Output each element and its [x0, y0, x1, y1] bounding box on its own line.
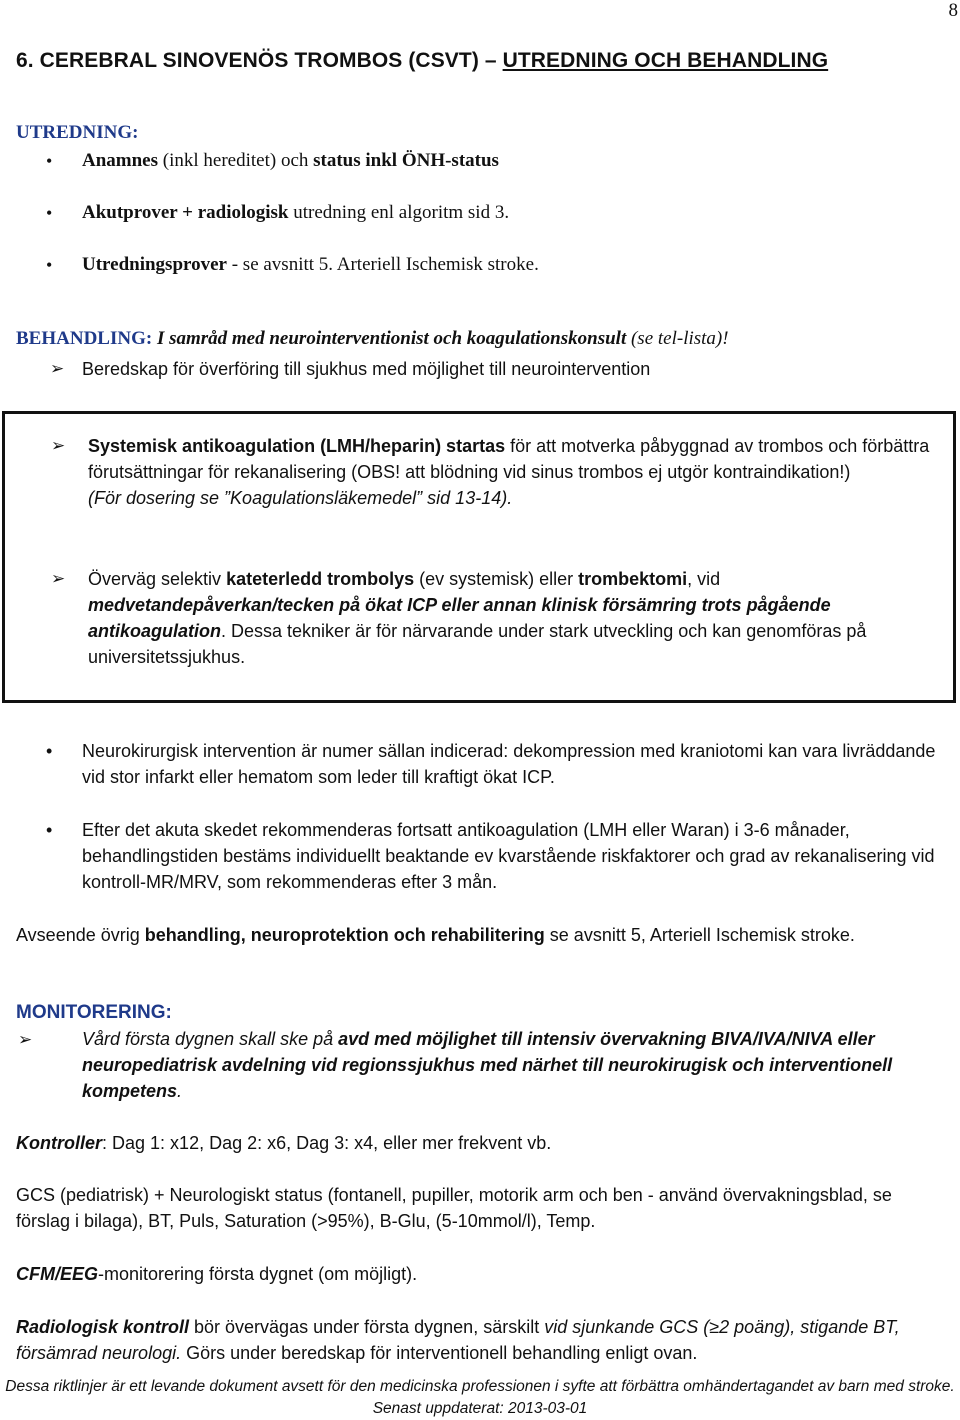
monitorering-heading: MONITORERING:: [16, 1002, 172, 1023]
behandling-heading: BEHANDLING:: [16, 328, 153, 349]
arrow-icon: ➢: [51, 569, 66, 588]
title-dash: –: [478, 49, 503, 72]
title-text: CEREBRAL SINOVENÖS TROMBOS (CSVT): [39, 49, 479, 72]
page-number: 8: [948, 0, 958, 21]
utredning-list: [16, 148, 916, 304]
arrow-icon: ➢: [51, 436, 66, 455]
footer-disclaimer: Dessa riktlinjer är ett levande dokument avsett för den medicinska professionen i syfte att förbättra omhändertagandet av barn med stroke. Senast uppdaterat: 2013-03-01: [5, 1378, 955, 1417]
treatment-box: [2, 411, 956, 703]
beredskap-text: Beredskap för överföring till sjukhus med möjlighet till neurointervention: [82, 359, 651, 379]
radiologisk-paragraph: Radiologisk kontroll bör övervägas under första dygnen, särskilt vid sjunkande GCS (≥2 poäng), stigande BT, försämrad neurologi. Görs under beredskap för interventionell behandling enligt ovan.: [16, 1317, 900, 1363]
arrow-icon: ➢: [18, 1030, 33, 1049]
bullet-antikoagulation: • Efter det akuta skedet rekommenderas fortsatt antikoagulation (LMH eller Waran) i 3-6 månader, behandlingstiden bestäms individuellt beaktande ev kvarstående riskfaktorer och grad av rekanalisering vid kontroll-MR/MRV, som rekommenderas efter 3 mån.: [16, 817, 946, 895]
list-item: • Utredningsprover - se avsnitt 5. Arteriell Ischemisk stroke.: [16, 252, 916, 304]
bullet-icon: •: [46, 741, 53, 761]
bullet-icon: •: [46, 820, 53, 840]
monitorering-text: Vård första dygnen skall ske på avd med möjlighet till intensiv övervakning BIVA/IVA/NIVA eller neuropediatrisk avdelning vid regionssjukhus med närhet till neurokirugisk och interventionell kompetens.: [82, 1029, 893, 1101]
bullet-icon: •: [46, 203, 53, 223]
title-number: 6.: [16, 49, 34, 72]
page-title: [16, 48, 828, 74]
title-underlined: UTREDNING OCH BEHANDLING: [502, 49, 829, 72]
list-item: • Akutprover + radiologisk utredning enl algoritm sid 3.: [16, 200, 916, 252]
avseende-paragraph: Avseende övrig behandling, neuroprotektion och rehabilitering se avsnitt 5, Arteriell Ischemisk stroke.: [16, 925, 855, 945]
kontroller-line: Kontroller: Dag 1: x12, Dag 2: x6, Dag 3: x4, eller mer frekvent vb.: [16, 1133, 552, 1153]
bullet-icon: •: [46, 151, 53, 171]
bullet-neurokirurgi: • Neurokirurgisk intervention är numer sällan indicerad: dekompression med kraniotomi kan vara livräddande vid stor infarkt eller hematom som leder till kraftigt ökat ICP.: [16, 738, 946, 790]
box-paragraph-1: Systemisk antikoagulation (LMH/heparin) startas för att motverka påbyggnad av trombos och förbättra förutsättningar för rekanalisering (OBS! att blödning vid sinus trombos ej utgör kontraindikation!) (För dosering se ”Koagulationsläkemedel” sid 13-14).: [88, 436, 930, 508]
utredning-heading: UTREDNING:: [16, 122, 139, 143]
arrow-icon: ➢: [50, 359, 65, 378]
cfm-line: CFM/EEG-monitorering första dygnet (om möjligt).: [16, 1264, 418, 1284]
gcs-paragraph: GCS (pediatrisk) + Neurologiskt status (fontanell, pupiller, motorik arm och ben - använd övervakningsblad, se förslag i bilaga), BT, Puls, Saturation (>95%), B-Glu, (5-10mmol/l), Temp.: [16, 1185, 892, 1231]
bullet-icon: •: [46, 255, 53, 275]
list-item: • Anamnes (inkl hereditet) och status inkl ÖNH-status: [16, 148, 916, 200]
box-paragraph-2: Överväg selektiv kateterledd trombolys (ev systemisk) eller trombektomi, vid medvetandepåverkan/tecken på ökat ICP eller annan klinisk försämring trots pågående antikoagulation. Dessa tekniker är för närvarande under stark utveckling och kan genomföras på universitetssjukhus.: [88, 569, 867, 667]
behandling-line: BEHANDLING: I samråd med neurointerventionist och koagulationskonsult (se tel-lista)!: [16, 328, 729, 349]
